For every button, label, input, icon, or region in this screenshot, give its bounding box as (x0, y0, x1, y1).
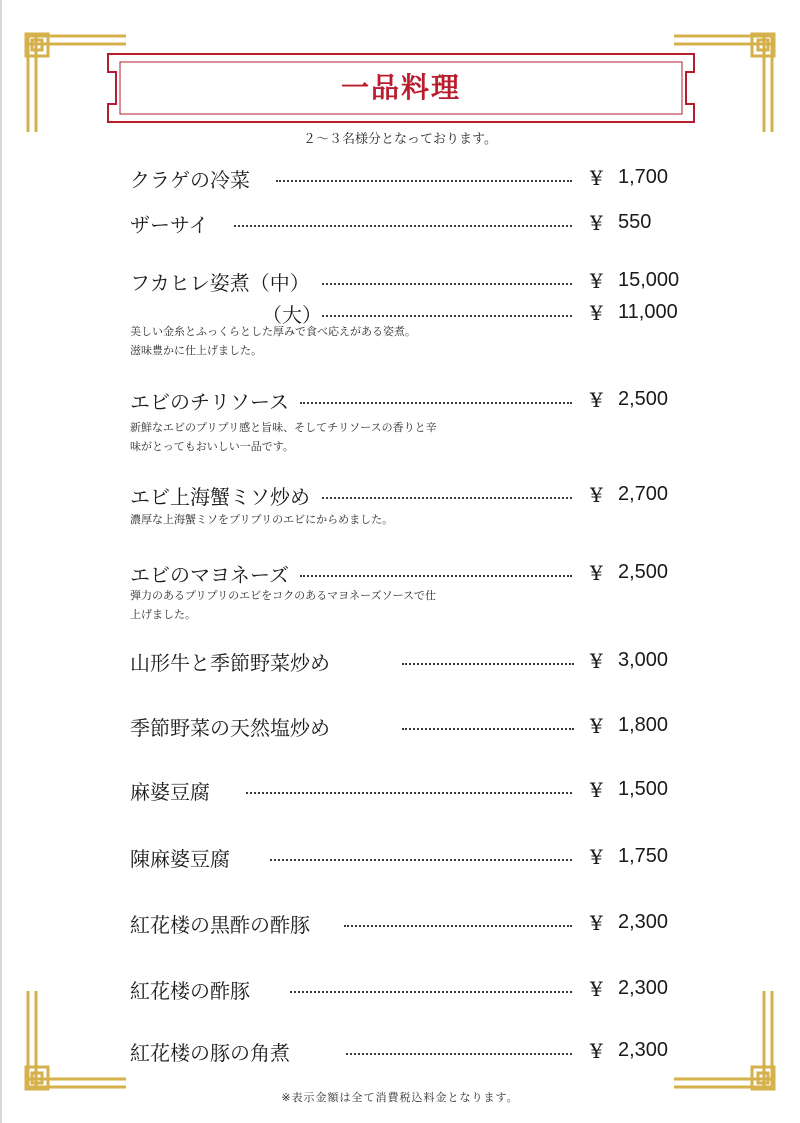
item-price: 1,800 (618, 714, 669, 736)
leader-dots (300, 402, 572, 404)
item-name: 紅花楼の黒酢の酢豚 (130, 913, 310, 937)
leader-dots (270, 859, 572, 861)
yen-symbol: ¥ (590, 483, 603, 507)
item-price: 3,000 (618, 649, 669, 671)
item-name: エビのマヨネーズ (130, 563, 289, 587)
item-name: フカヒレ姿煮（中） (130, 271, 310, 295)
item-price: 1,500 (618, 778, 669, 800)
leader-dots (402, 728, 574, 730)
yen-symbol: ¥ (590, 649, 603, 673)
item-price: 11,000 (618, 301, 678, 323)
item-description: 弾力のあるプリプリのエビをコクのあるマヨネーズソースで仕 上げました。 (130, 589, 437, 621)
yen-symbol: ¥ (590, 269, 603, 293)
item-name: クラゲの冷菜 (130, 168, 250, 192)
leader-dots (276, 180, 572, 182)
leader-dots (290, 991, 572, 993)
leader-dots (322, 283, 572, 285)
leader-dots (322, 497, 572, 499)
yen-symbol: ¥ (590, 211, 603, 235)
item-price: 550 (618, 211, 652, 233)
item-price: 1,750 (618, 845, 669, 867)
item-name: （大） (262, 303, 322, 327)
item-description: 濃厚な上海蟹ミソをプリプリのエビにからめました。 (130, 513, 394, 526)
yen-symbol: ¥ (590, 301, 603, 325)
item-price: 2,300 (618, 977, 669, 999)
item-name: 麻婆豆腐 (130, 780, 210, 804)
item-name: ザーサイ (130, 213, 209, 237)
yen-symbol: ¥ (590, 845, 603, 869)
item-description: 美しい金糸とふっくらとした厚みで食べ応えがある姿煮。 滋味豊かに仕上げました。 (130, 325, 416, 357)
leader-dots (300, 575, 572, 577)
item-price: 15,000 (618, 269, 680, 291)
item-name: 山形牛と季節野菜炒め (130, 651, 330, 675)
yen-symbol: ¥ (590, 561, 603, 585)
leader-dots (322, 315, 572, 317)
yen-symbol: ¥ (590, 911, 603, 935)
yen-symbol: ¥ (590, 388, 603, 412)
yen-symbol: ¥ (590, 714, 603, 738)
yen-symbol: ¥ (590, 1039, 603, 1063)
tax-footnote: ※表示金額は全て消費税込料金となります。 (281, 1091, 519, 1104)
item-name: 紅花楼の豚の角煮 (130, 1041, 290, 1065)
leader-dots (344, 925, 572, 927)
item-description: 新鮮なエビのプリプリ感と旨味、そしてチリソースの香りと辛 味がとってもおいしい一品です。 (130, 421, 437, 453)
page-edge (0, 0, 2, 1123)
item-price: 1,700 (618, 166, 669, 188)
item-price: 2,500 (618, 388, 669, 410)
page-subtitle: ２～３名様分となっております。 (303, 132, 497, 147)
page-title: 一品料理 (340, 71, 461, 104)
item-price: 2,700 (618, 483, 669, 505)
leader-dots (402, 663, 574, 665)
yen-symbol: ¥ (590, 778, 603, 802)
item-name: 陳麻婆豆腐 (130, 847, 230, 871)
leader-dots (246, 792, 572, 794)
yen-symbol: ¥ (590, 977, 603, 1001)
item-name: エビのチリソース (130, 390, 289, 414)
item-name: 紅花楼の酢豚 (130, 979, 250, 1003)
item-name: 季節野菜の天然塩炒め (130, 716, 330, 740)
item-price: 2,300 (618, 1039, 669, 1061)
leader-dots (234, 225, 572, 227)
item-name: エビ上海蟹ミソ炒め (130, 485, 310, 509)
item-price: 2,300 (618, 911, 669, 933)
item-price: 2,500 (618, 561, 669, 583)
leader-dots (346, 1053, 572, 1055)
yen-symbol: ¥ (590, 166, 603, 190)
